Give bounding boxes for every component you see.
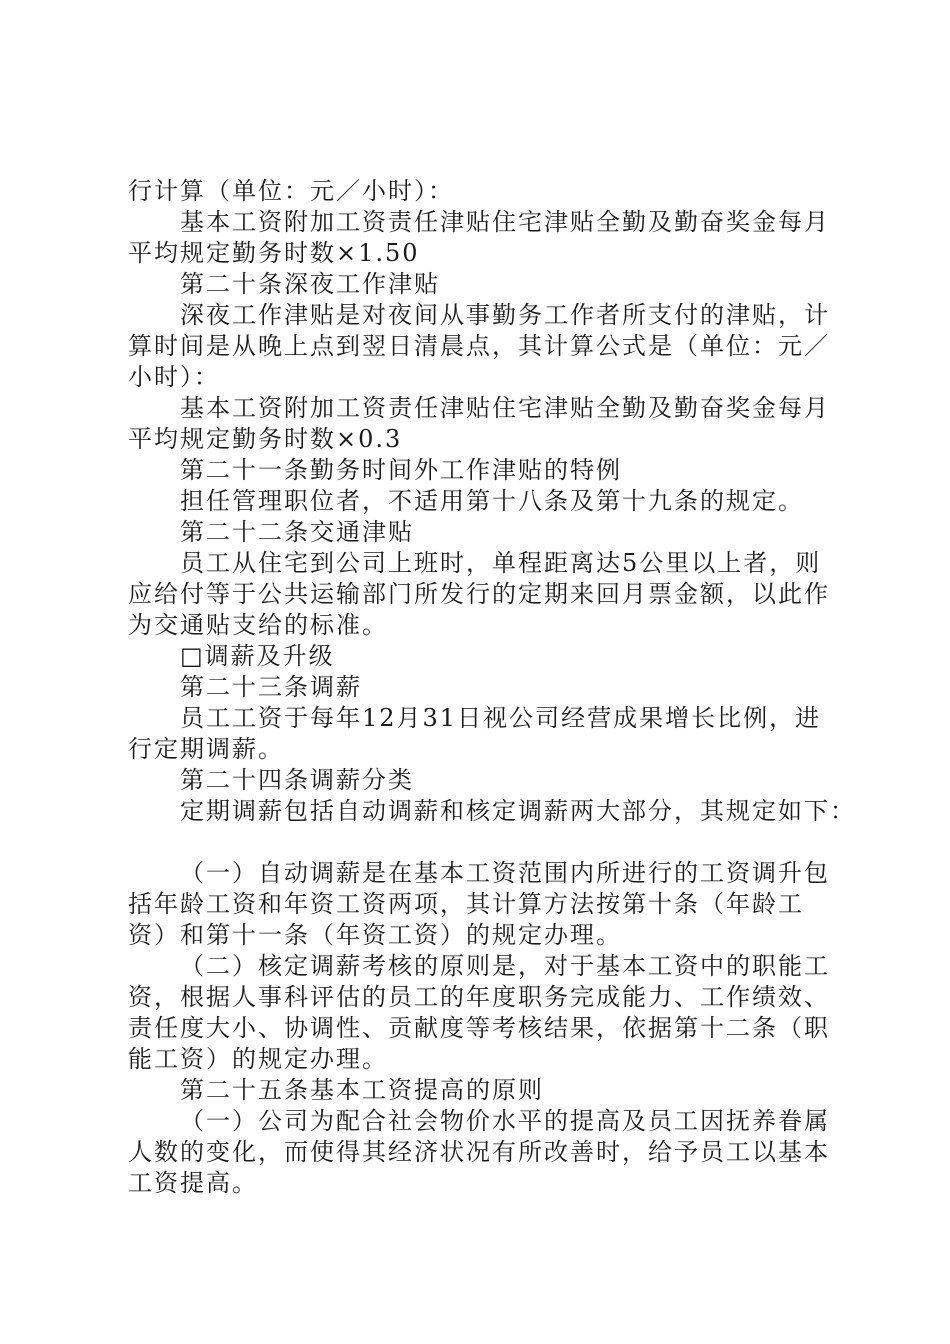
text-line: 第二十五条基本工资提高的原则 <box>180 1076 544 1104</box>
text-line: （一）公司为配合社会物价水平的提高及员工因抚养眷属 <box>180 1107 830 1135</box>
text-line: 第二十条深夜工作津贴 <box>180 270 440 298</box>
text-line: 平均规定勤务时数×1.50 <box>128 239 420 267</box>
text-line: 第二十四条调薪分类 <box>180 766 414 794</box>
text-line: 能工资）的规定办理。 <box>128 1045 388 1073</box>
text-line: 深夜工作津贴是对夜间从事勤务工作者所支付的津贴，计 <box>180 301 830 329</box>
text-line: 应给付等于公共运输部门所发行的定期来回月票金额，以此作 <box>128 580 830 608</box>
text-line: 第二十三条调薪 <box>180 673 362 701</box>
text-line: （二）核定调薪考核的原则是，对于基本工资中的职能工 <box>180 952 830 980</box>
text-line: 员工工资于每年12月31日视公司经营成果增长比例，进 <box>180 704 822 732</box>
text-line: 人数的变化，而使得其经济状况有所改善时，给予员工以基本 <box>128 1138 830 1166</box>
text-line: 担任管理职位者，不适用第十八条及第十九条的规定。 <box>180 487 804 515</box>
text-line: 责任度大小、协调性、贡献度等考核结果，依据第十二条（职 <box>128 1014 830 1042</box>
text-line: 员工从住宅到公司上班时，单程距离达5公里以上者，则 <box>180 549 822 577</box>
text-line: 括年龄工资和年资工资两项，其计算方法按第十条（年龄工 <box>128 890 804 918</box>
text-line: 第二十一条勤务时间外工作津贴的特例 <box>180 456 622 484</box>
text-line: （一）自动调薪是在基本工资范围内所进行的工资调升包 <box>180 859 830 887</box>
text-line: 算时间是从晚上点到翌日清晨点，其计算公式是（单位：元／ <box>128 332 830 360</box>
text-line: 定期调薪包括自动调薪和核定调薪两大部分，其规定如下： <box>180 797 856 825</box>
text-line: 资，根据人事科评估的员工的年度职务完成能力、工作绩效、 <box>128 983 830 1011</box>
document-body <box>128 176 856 1199</box>
text-line: 基本工资附加工资责任津贴住宅津贴全勤及勤奋奖金每月 <box>180 208 830 236</box>
text-line: □调薪及升级 <box>180 642 335 670</box>
text-line: 工资提高。 <box>128 1169 258 1197</box>
text-line: 行计算（单位：元／小时）： <box>128 177 454 205</box>
text-line: 资）和第十一条（年资工资）的规定办理。 <box>128 921 622 949</box>
text-line: 平均规定勤务时数×0.3 <box>128 425 403 453</box>
text-line: 为交通贴支给的标准。 <box>128 611 388 639</box>
text-line: 行定期调薪。 <box>128 735 284 763</box>
blank-line <box>128 827 840 858</box>
text-line: 小时）： <box>128 363 220 391</box>
text-line: 第二十二条交通津贴 <box>180 518 414 546</box>
text-line: 基本工资附加工资责任津贴住宅津贴全勤及勤奋奖金每月 <box>180 394 830 422</box>
